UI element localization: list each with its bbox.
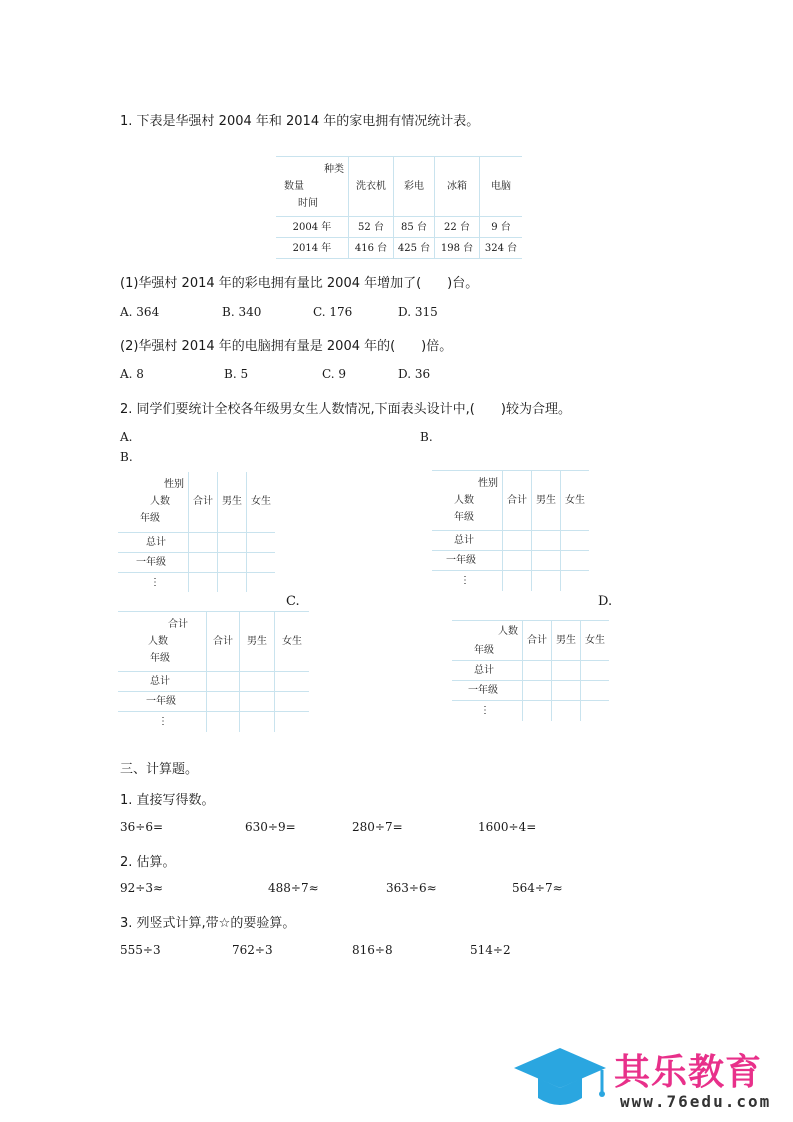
header-gender: 性别 (478, 478, 498, 489)
col-boys: 男生 (532, 471, 561, 531)
q2-label-d: D. (598, 594, 613, 609)
calc-part3-title: 3. 列竖式计算,带☆的要验算。 (120, 916, 296, 931)
row-total: 总计 (452, 661, 523, 681)
estimate-item: 488÷7≈ (268, 881, 319, 895)
q2-table-option-4 (452, 620, 609, 721)
q1-sub1-option-d: D. 315 (398, 305, 438, 319)
header-grade: 年级 (150, 653, 170, 664)
table-corner-header (118, 612, 207, 672)
header-time: 时间 (298, 198, 318, 209)
row-total: 总计 (118, 672, 207, 692)
col-girls: 女生 (561, 471, 590, 531)
row-label: 2004 年 (276, 217, 349, 238)
col-total: 合计 (207, 612, 240, 672)
q2-label-c: C. (286, 594, 300, 609)
table-cell: 425 台 (394, 238, 435, 259)
calc-item: 280÷7= (352, 820, 403, 834)
row-grade1: 一年级 (118, 692, 207, 712)
brand-url: www.76edu.com (620, 1092, 772, 1111)
q2-label-a: A. (120, 430, 133, 444)
col-tv: 彩电 (394, 157, 435, 217)
col-girls: 女生 (581, 621, 610, 661)
row-grade1: 一年级 (452, 681, 523, 701)
calc-item: 630÷9= (245, 820, 296, 834)
col-boys: 男生 (218, 472, 247, 532)
q2-stem: 2. 同学们要统计全校各年级男女生人数情况,下面表头设计中,( )较为合理。 (120, 402, 571, 417)
estimate-item: 92÷3≈ (120, 881, 164, 895)
calc-item: 1600÷4= (478, 820, 537, 834)
q1-table-corner-header (276, 157, 349, 217)
table-cell: 416 台 (349, 238, 394, 259)
header-grade: 年级 (474, 644, 494, 656)
col-girls: 女生 (247, 472, 276, 532)
header-quantity: 数量 (284, 181, 304, 192)
q1-sub1-option-b: B. 340 (222, 305, 262, 319)
row-label: 2014 年 (276, 238, 349, 259)
col-total: 合计 (189, 472, 218, 532)
table-cell: 22 台 (435, 217, 480, 238)
header-total: 合计 (168, 619, 188, 630)
row-more: ⋮ (432, 571, 503, 591)
row-grade1: 一年级 (118, 552, 189, 572)
table-cell: 198 台 (435, 238, 480, 259)
q1-stats-table (276, 156, 522, 259)
vertical-calc-item: 816÷8 (352, 943, 393, 957)
table-cell: 52 台 (349, 217, 394, 238)
q2-table-option-1 (118, 472, 275, 592)
section3-title: 三、计算题。 (120, 762, 199, 777)
header-count: 人数 (454, 495, 474, 506)
header-count: 人数 (150, 496, 170, 508)
row-more: ⋮ (118, 712, 207, 732)
table-corner-header (452, 621, 523, 661)
calc-item: 36÷6= (120, 820, 164, 834)
header-category: 种类 (324, 164, 344, 175)
col-total: 合计 (503, 471, 532, 531)
q1-sub2: (2)华强村 2014 年的电脑拥有量是 2004 年的( )倍。 (120, 339, 453, 354)
q1-sub2-option-b: B. 5 (224, 367, 249, 381)
col-total: 合计 (523, 621, 552, 661)
q2-label-b-left: B. (120, 450, 133, 464)
row-more: ⋮ (118, 572, 189, 592)
col-boys: 男生 (552, 621, 581, 661)
q1-stem: 1. 下表是华强村 2004 年和 2014 年的家电拥有情况统计表。 (120, 114, 480, 129)
col-computer: 电脑 (480, 157, 523, 217)
q1-sub1-option-a: A. 364 (120, 305, 160, 319)
q1-sub2-option-d: D. 36 (398, 367, 431, 381)
estimate-item: 564÷7≈ (512, 881, 563, 895)
estimate-item: 363÷6≈ (386, 881, 437, 895)
q2-label-b-top: B. (420, 430, 433, 444)
row-grade1: 一年级 (432, 551, 503, 571)
table-corner-header (118, 472, 189, 532)
q1-sub1-option-c: C. 176 (313, 305, 353, 319)
q2-table-option-2 (432, 470, 589, 591)
col-boys: 男生 (240, 612, 275, 672)
q1-sub1: (1)华强村 2014 年的彩电拥有量比 2004 年增加了( )台。 (120, 276, 479, 291)
q1-sub2-option-a: A. 8 (120, 367, 144, 381)
row-total: 总计 (432, 531, 503, 551)
table-cell: 324 台 (480, 238, 523, 259)
header-count: 人数 (498, 625, 518, 637)
brand-name: 其乐教育 (614, 1052, 763, 1093)
col-fridge: 冰箱 (435, 157, 480, 217)
row-more: ⋮ (452, 701, 523, 721)
header-grade: 年级 (140, 513, 160, 525)
row-total: 总计 (118, 532, 189, 552)
table-cell: 9 台 (480, 217, 523, 238)
calc-part2-title: 2. 估算。 (120, 855, 176, 870)
col-girls: 女生 (275, 612, 310, 672)
vertical-calc-item: 555÷3 (120, 943, 161, 957)
vertical-calc-item: 762÷3 (232, 943, 273, 957)
table-cell: 85 台 (394, 217, 435, 238)
header-grade: 年级 (454, 512, 474, 523)
header-gender: 性别 (164, 479, 184, 491)
q2-table-option-3 (118, 611, 309, 732)
vertical-calc-item: 514÷2 (470, 943, 511, 957)
col-washer: 洗衣机 (349, 157, 394, 217)
table-corner-header (432, 471, 503, 531)
header-count: 人数 (148, 636, 168, 647)
calc-part1-title: 1. 直接写得数。 (120, 793, 215, 808)
q1-sub2-option-c: C. 9 (322, 367, 347, 381)
